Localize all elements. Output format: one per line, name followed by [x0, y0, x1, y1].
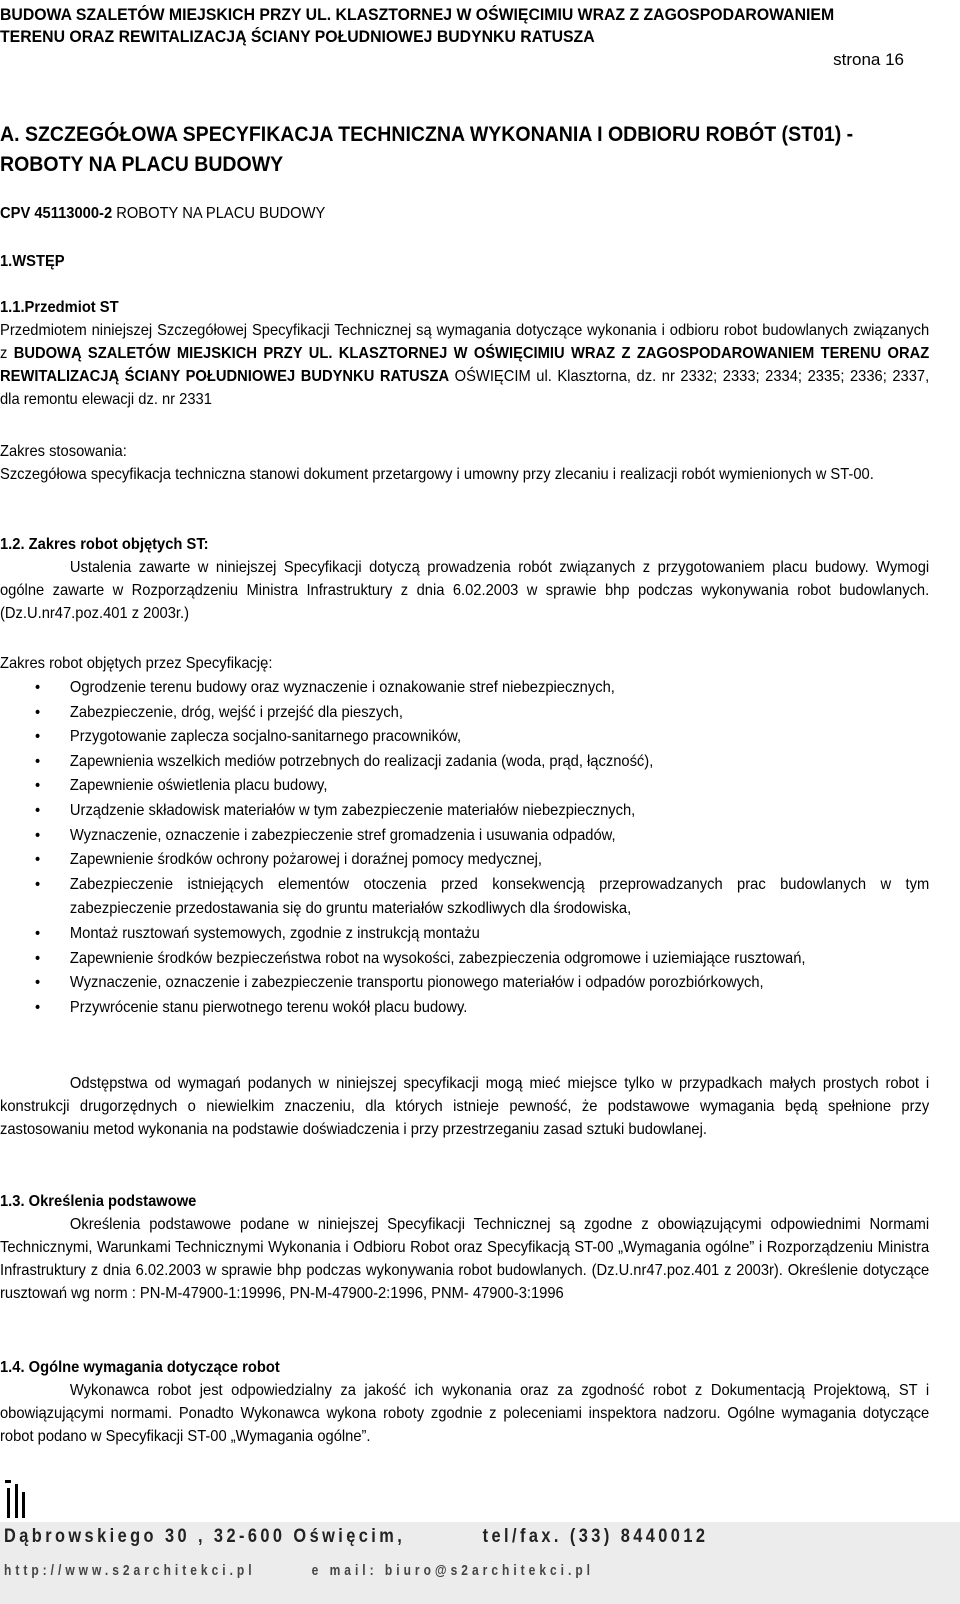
scope-list-container: [0, 676, 929, 1020]
paragraph-1-3: Określenia podstawowe podane w niniejszej Specyfikacji Technicznej są zgodne z obowiązującymi odpowiednimi Normami Technicznymi, Warunkami Technicznymi Wykonania i Odbioru Robot oraz Specyfikacją ST-00 „Wymagania ogólne” i Rozporządzeniu Ministra Infrastruktury z dnia 6.02.2003 w sprawie bhp podczas wykonywania robot budowlanych. (Dz.U.nr47.poz.401 z 2003r). Określenie dotyczące rusztowań wg norm : PN-M-47900-1:19996, PN-M-47900-2:1996, PNM- 47900-3:1996: [0, 1216, 930, 1302]
footer-address-line: [4, 1526, 812, 1548]
scope-list-item-text: Wyznaczenie, oznaczenie i zabezpieczenie transportu pionowego materiałów i odpadów porozbiórkowych,: [69, 974, 764, 992]
bullet-icon: •: [34, 826, 41, 844]
section-1-4: [0, 1356, 929, 1448]
scope-list-item-text: Zabezpieczenie, dróg, wejść i przejść dla pieszych,: [69, 703, 403, 721]
cpv-line: [0, 202, 929, 225]
scope-list-item: [0, 873, 929, 922]
bullet-icon: •: [34, 949, 41, 967]
header-title-line-2: TERENU ORAZ REWITALIZACJĄ ŚCIANY POŁUDNIOWEJ BUDYNKU RATUSZA: [0, 27, 595, 46]
scope-list-item: [0, 996, 929, 1021]
heading-wstep: 1.WSTĘP: [0, 253, 65, 270]
bullet-icon: •: [34, 679, 41, 696]
scope-list-item: [0, 824, 929, 849]
scope-list-item-text: Przywrócenie stanu pierwotnego terenu wokół placu budowy.: [69, 998, 468, 1016]
zakres-text: Szczegółowa specyfikacja techniczna stanowi dokument przetargowy i umowny przy zlecaniu i realizacji robót wymienionych w ST-00.: [0, 466, 874, 483]
scope-list-item: [0, 676, 929, 701]
scope-list-item: [0, 922, 929, 947]
footer-contact-line: [4, 1562, 756, 1579]
company-logo-icon: [4, 1478, 30, 1520]
bullet-icon: •: [34, 875, 41, 893]
cpv-text: ROBOTY NA PLACU BUDOWY: [112, 205, 326, 222]
bullet-icon: •: [34, 703, 41, 721]
paragraph-1-1-bold: BUDOWĄ SZALETÓW MIEJSKICH PRZY UL. KLASZTORNEJ W OŚWIĘCIMIU WRAZ Z ZAGOSPODAROWANIEM TERENU ORAZ REWITALIZACJĄ ŚCIANY POŁUDNIOWEJ BUDYNKU RATUSZA: [0, 345, 930, 385]
section-1-2: [0, 533, 929, 625]
paragraph-1-2: Ustalenia zawarte w niniejszej Specyfikacji dotyczą prowadzenia robót związanych z przygotowaniem placu budowy. Wymogi ogólne zawarte w Rozporządzeniu Ministra Infrastruktury z dnia 6.02.2003 w sprawie bhp podczas wykonywania robot budowlanych. (Dz.U.nr47.poz.401 z 2003r.): [0, 559, 930, 622]
heading-1-2: 1.2. Zakres robot objętych ST:: [0, 536, 209, 553]
footer-address: Dąbrowskiego 30 , 32-600 Oświęcim,: [4, 1526, 406, 1547]
bullet-icon: •: [34, 801, 41, 819]
heading-1-4: 1.4. Ogólne wymagania dotyczące robot: [0, 1359, 280, 1376]
scope-list-item-text: Przygotowanie zaplecza socjalno-sanitarnego pracowników,: [69, 728, 462, 746]
scope-list-item: [0, 750, 929, 775]
scope-list-item: [0, 848, 929, 873]
scope-list-item: [0, 725, 929, 750]
heading-1-1: 1.1.Przedmiot ST: [0, 299, 119, 316]
bullet-icon: •: [34, 924, 41, 942]
bullet-icon: •: [34, 851, 41, 869]
bullet-icon: •: [34, 752, 41, 770]
header-title-line-1: BUDOWA SZALETÓW MIEJSKICH PRZY UL. KLASZTORNEJ W OŚWIĘCIMIU WRAZ Z ZAGOSPODAROWANIEM: [0, 5, 835, 24]
paragraph-1-1-text: Przedmiotem niniejszej Szczegółowej Specyfikacji Technicznej są wymagania dotyczące wykonania i odbioru robot budowlanych związanych z: [0, 322, 930, 362]
scope-list-item-text: Ogrodzenie terenu budowy oraz wyznaczenie i oznakowanie stref niebezpiecznych,: [69, 679, 615, 696]
scope-list-item-text: Zapewnienie oświetlenia placu budowy,: [69, 777, 328, 795]
scope-list-item: [0, 947, 929, 972]
scope-list-item-text: Urządzenie składowisk materiałów w tym zabezpieczenie materiałów niebezpiecznych,: [69, 801, 636, 819]
deviation-paragraph: Odstępstwa od wymagań podanych w niniejszej specyfikacji mogą mieć miejsce tylko w przypadkach małych prostych robot i konstrukcji drugorzędnych o niewielkim znaczeniu, dla których istnieje pewność, że podstawowe wymagania będą spełnione przy zastosowaniu metod wykonania na podstawie doświadczenia i przy przestrzeganiu zasad sztuki budowlanej.: [0, 1075, 930, 1138]
footer-phone: tel/fax. (33) 8440012: [482, 1526, 709, 1547]
section-1-1: [0, 296, 929, 411]
scope-list-item-text: Montaż rusztowań systemowych, zgodnie z instrukcją montażu: [69, 924, 480, 942]
section-1-3: [0, 1190, 929, 1305]
scope-list-item-text: Zapewnienie środków bezpieczeństwa robot na wysokości, zabezpieczenia odgromowe i uziemiające rusztowań,: [69, 949, 806, 967]
zakres-stosowania: [0, 440, 929, 486]
bullet-icon: •: [34, 974, 41, 992]
scope-list-label: Zakres robot objętych przez Specyfikację:: [0, 655, 273, 672]
bullet-icon: •: [34, 777, 41, 795]
scope-list-item: [0, 971, 929, 996]
footer-email[interactable]: e mail: biuro@s2architekci.pl: [311, 1562, 595, 1579]
cpv-code: CPV 45113000-2: [0, 205, 113, 222]
document-header: [0, 4, 930, 48]
scope-list-item: [0, 701, 929, 726]
scope-list-item-text: Wyznaczenie, oznaczenie i zabezpieczenie stref gromadzenia i usuwania odpadów,: [69, 826, 616, 844]
scope-list-item: [0, 799, 929, 824]
scope-list-item-text: Zapewnienia wszelkich mediów potrzebnych do realizacji zadania (woda, prąd, łączność),: [69, 752, 654, 770]
scope-list: [0, 676, 929, 1020]
scope-list-item: [0, 774, 929, 799]
bullet-icon: •: [34, 998, 41, 1016]
zakres-label: Zakres stosowania:: [0, 443, 127, 460]
paragraph-1-1-location: OŚWIĘCIM ul. Klasztorna, dz. nr 2332; 2333; 2334; 2335; 2336; 2337, dla remontu elewacji dz. nr 2331: [0, 368, 930, 408]
scope-list-item-text: Zapewnienie środków ochrony pożarowej i doraźnej pomocy medycznej,: [69, 851, 543, 869]
paragraph-1-4: Wykonawca robot jest odpowiedzialny za jakość ich wykonania oraz za zgodność robot z Dokumentacją Projektową, ST i obowiązującymi normami. Ponadto Wykonawca wykona roboty zgodnie z poleceniami inspektora nadzoru. Ogólne wymagania dotyczące robot podano w Specyfikacji ST-00 „Wymagania ogólne”.: [0, 1382, 930, 1445]
page-number: strona 16: [833, 50, 904, 69]
section-title: A. SZCZEGÓŁOWA SPECYFIKACJA TECHNICZNA WYKONANIA I ODBIORU ROBÓT (ST01) - ROBOTY NA PLACU BUDOWY: [0, 123, 854, 176]
footer-website[interactable]: http://www.s2architekci.pl: [4, 1562, 256, 1579]
paragraph-1-1: [0, 319, 929, 411]
bullet-icon: •: [34, 728, 41, 746]
scope-list-item-text: Zabezpieczenie istniejących elementów otoczenia przed konsekwencją przeprowadzanych prac budowlanych w tym zabezpieczenie przedostawania się do gruntu materiałów szkodliwych dla środowiska,: [69, 875, 930, 918]
heading-1-3: 1.3. Określenia podstawowe: [0, 1193, 197, 1210]
